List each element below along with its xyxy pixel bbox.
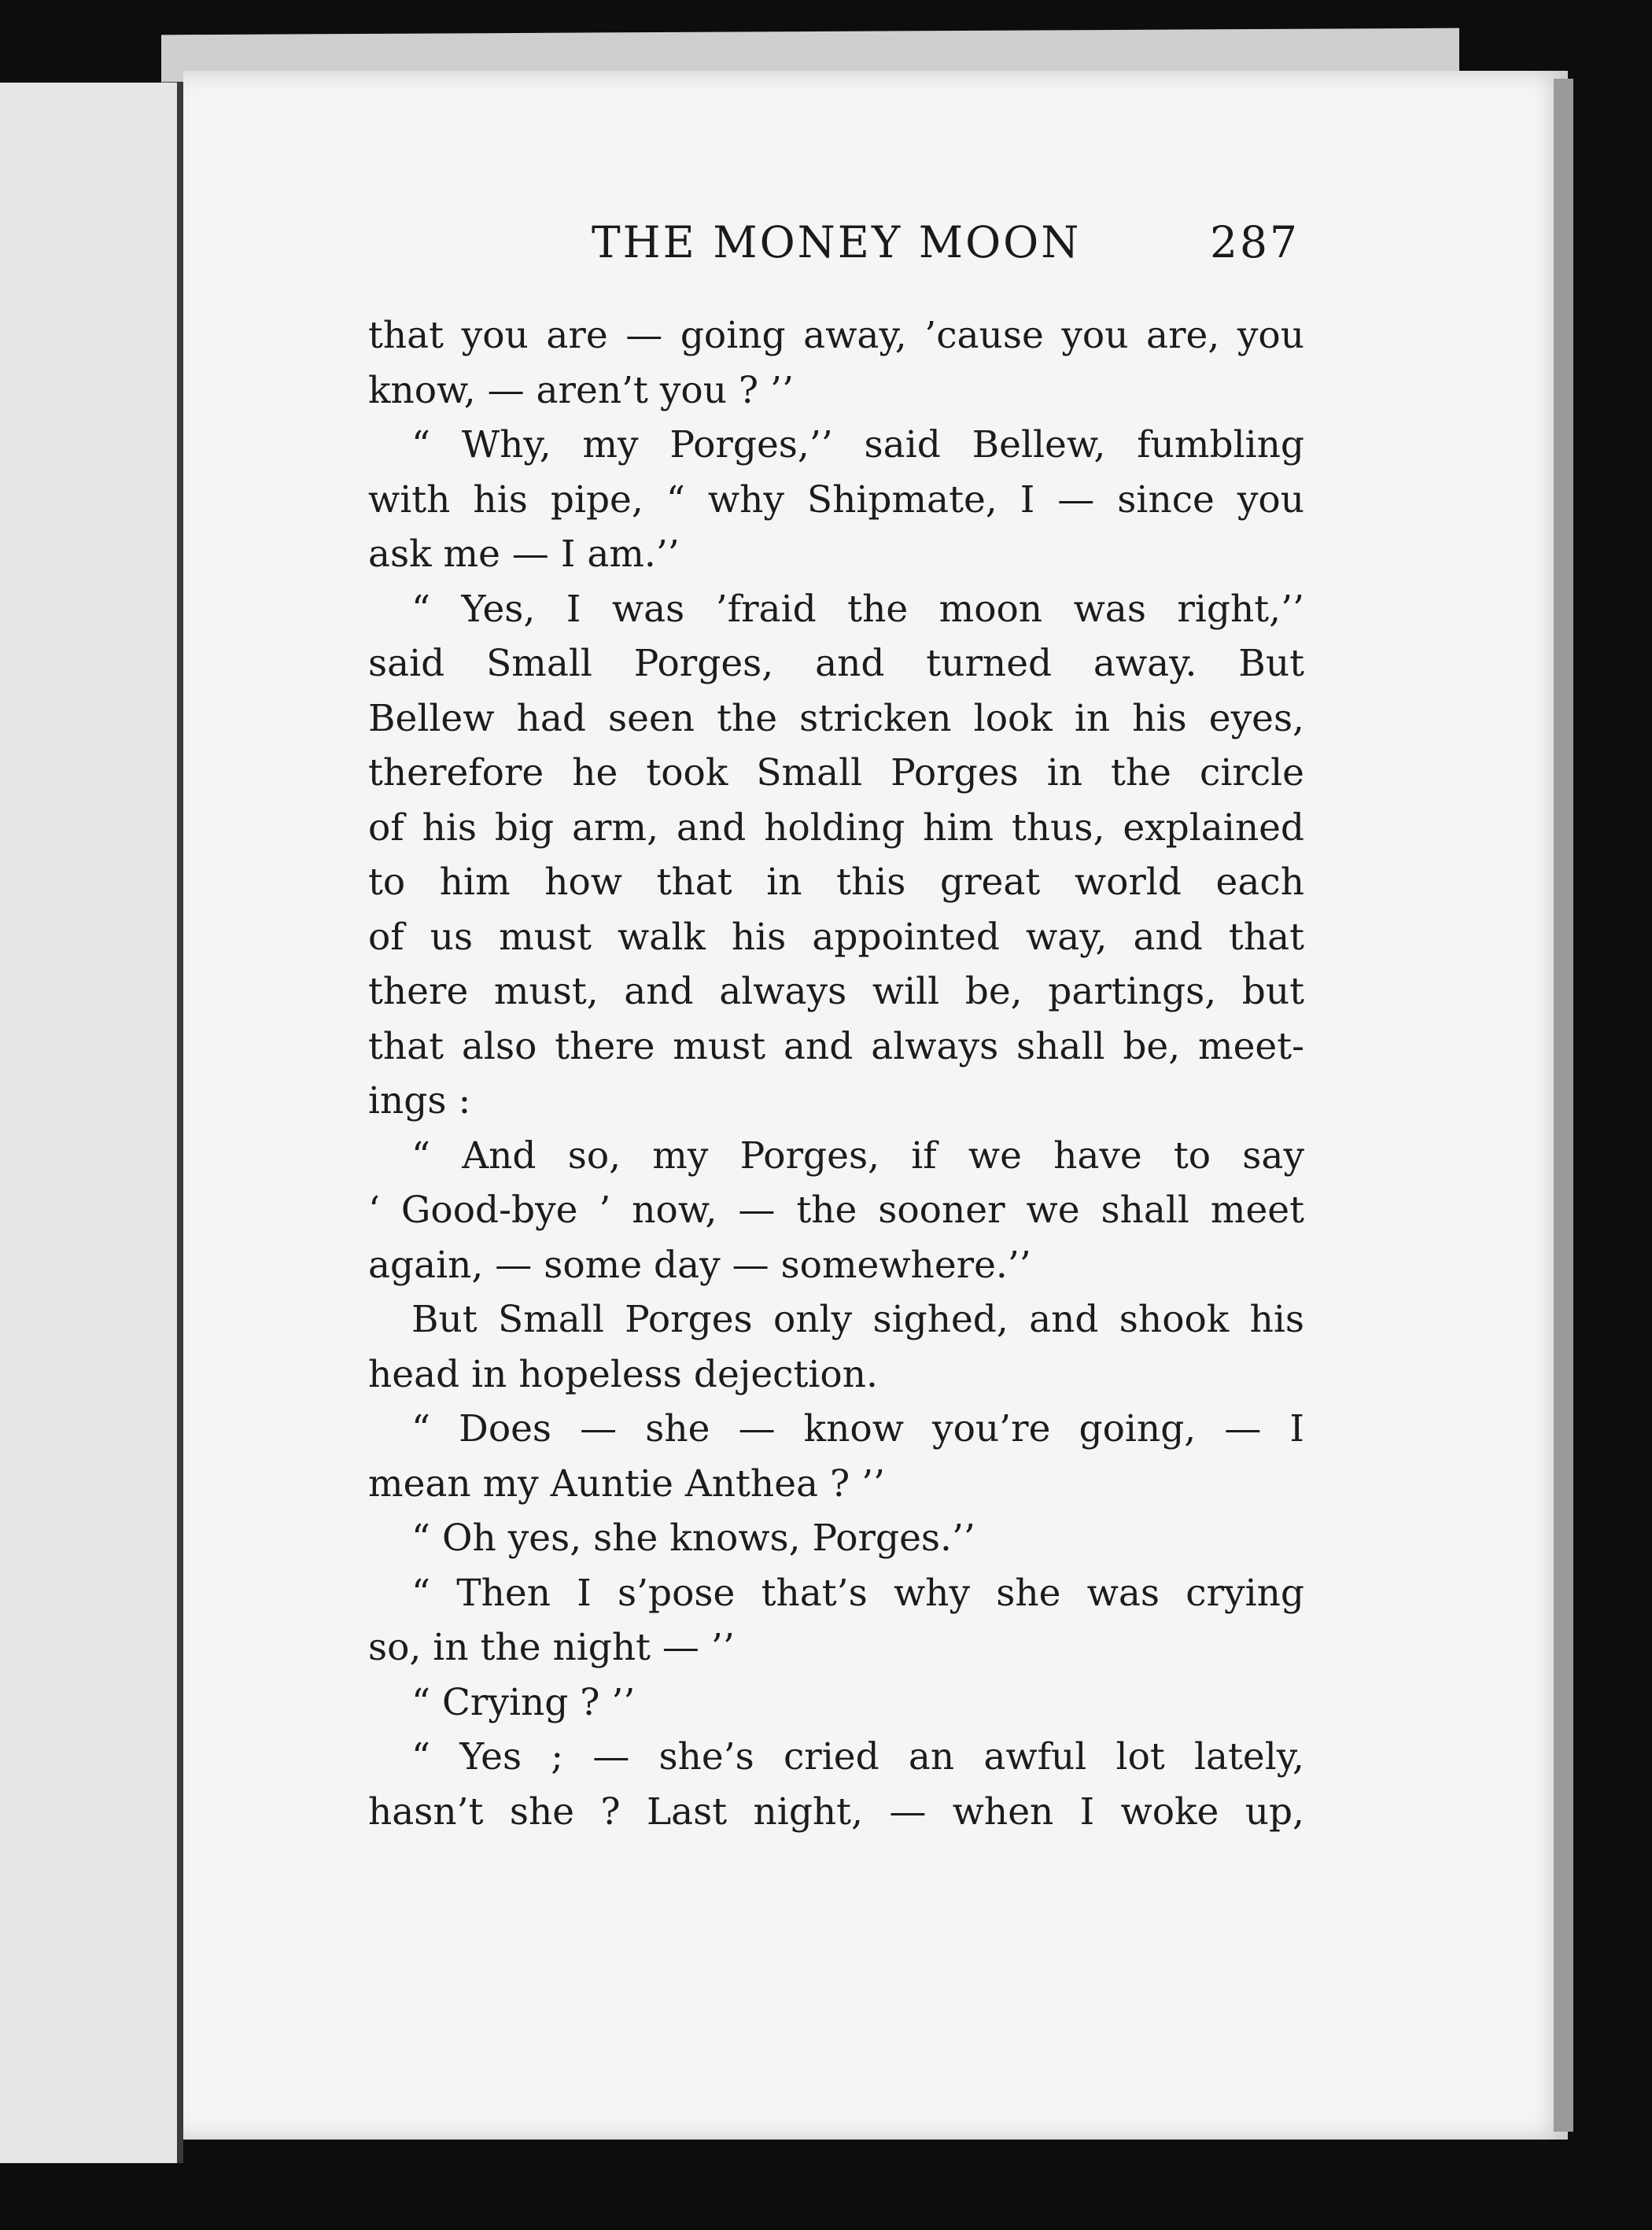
- text-line: Bellew had seen the stricken look in his eyes,: [368, 696, 1304, 740]
- text-line: to him how that in this great world each: [368, 861, 1304, 904]
- text-line: therefore he took Small Porges in the circle: [368, 751, 1304, 794]
- page-header: [592, 217, 1300, 272]
- text-line: mean my Auntie Anthea ? ’’: [368, 1461, 885, 1506]
- page-number: 287: [1210, 217, 1300, 267]
- page-right-edge: [1554, 79, 1573, 2132]
- text-line: “ And so, my Porges, if we have to say: [411, 1133, 1304, 1178]
- body-text: [368, 308, 1304, 1839]
- text-line: said Small Porges, and turned away. But: [368, 642, 1304, 685]
- text-line: head in hopeless dejection.: [368, 1352, 878, 1396]
- text-line: again, — some day — somewhere.’’: [368, 1243, 1031, 1287]
- text-line: “ Yes ; — she’s cried an awful lot lately,: [411, 1735, 1304, 1778]
- text-line: But Small Porges only sighed, and shook his: [411, 1298, 1304, 1341]
- text-line: with his pipe, “ why Shipmate, I — since you: [368, 477, 1304, 522]
- text-line: know, — aren’t you ? ’’: [368, 368, 794, 412]
- text-line: that also there must and always shall be, meet-: [368, 1024, 1304, 1068]
- text-line: ‘ Good-bye ’ now, — the sooner we shall meet: [368, 1189, 1304, 1232]
- text-line: “ Oh yes, she knows, Porges.’’: [411, 1517, 975, 1560]
- text-line: “ Yes, I was ’fraid the moon was right,’’: [411, 587, 1304, 631]
- text-line: “ Does — she — know you’re going, — I: [411, 1407, 1304, 1450]
- text-line: there must, and always will be, partings, but: [368, 970, 1304, 1013]
- text-line: of us must walk his appointed way, and that: [368, 915, 1304, 959]
- text-line: “ Why, my Porges,’’ said Bellew, fumbling: [411, 423, 1304, 466]
- text-line: so, in the night — ’’: [368, 1626, 735, 1669]
- running-title: THE MONEY MOON: [592, 217, 1082, 267]
- text-line: of his big arm, and holding him thus, explained: [368, 805, 1304, 850]
- left-page-edge: [0, 83, 181, 2163]
- book-spine-shadow: [177, 83, 183, 2163]
- text-line: that you are — going away, ’cause you are, you: [368, 314, 1304, 357]
- text-line: ask me — I am.’’: [368, 533, 680, 576]
- text-line: ings :: [368, 1079, 471, 1122]
- text-line: “ Crying ? ’’: [411, 1680, 636, 1724]
- text-line: “ Then I s’pose that’s why she was crying: [411, 1571, 1304, 1615]
- text-line: hasn’t she ? Last night, — when I woke up,: [368, 1790, 1304, 1834]
